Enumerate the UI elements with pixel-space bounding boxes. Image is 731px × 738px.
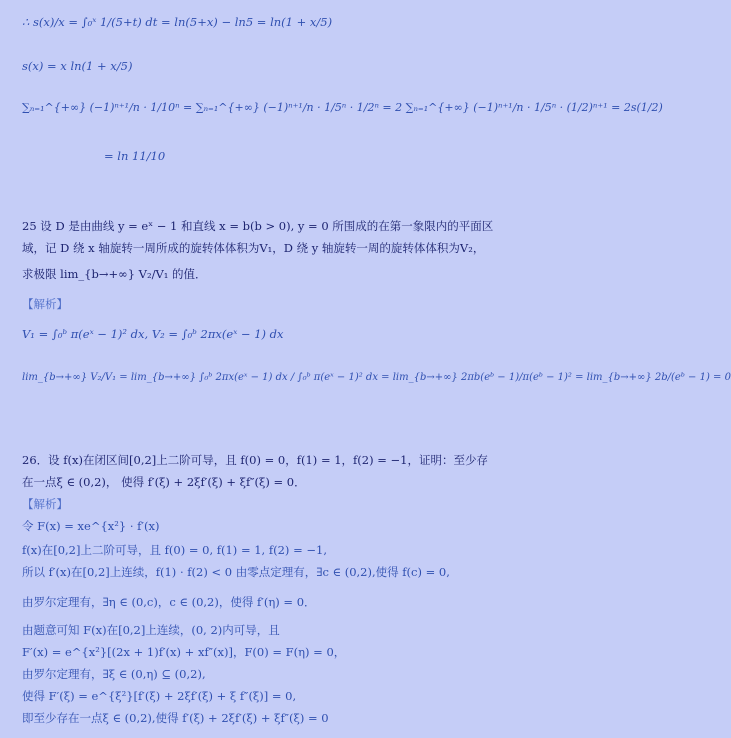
problem-25-number: 25: [22, 219, 37, 233]
problem-26-statement-2: 在一点ξ ∈ (0,2)， 使得 f′(ξ) + 2ξf′(ξ) + ξf″(ξ) = 0．: [22, 475, 306, 489]
problem-25-limit-derivation: lim_{b→+∞} V₂/V₁ = lim_{b→+∞} ∫₀ᵇ 2πx(eˣ − 1) dx / ∫₀ᵇ π(eˣ − 1)² dx = lim_{b→+∞} 2πb(eᵇ − 1)/π(eᵇ − 1)² = lim_{b→+∞} 2b/(eᵇ − 1) = 0: [22, 372, 731, 383]
problem-26-step-6: F′(x) = e^{x²}[(2x + 1)f′(x) + xf″(x)]，F(0) = F(η) = 0，: [22, 645, 346, 659]
series-equation-2: s(x) = x ln(1 + x/5): [22, 59, 133, 73]
problem-26-text-1: ．设 f(x)在闭区间[0,2]上二阶可导，且 f(0) = 0，f(1) = 1，f(2) = −1，证明：至少存: [36, 453, 488, 467]
problem-26-step-4: 由罗尔定理有，∃η ∈ (0,c)，c ∈ (0,2)，使得 f′(η) = 0．: [22, 595, 316, 609]
problem-25-text-1: 设 D 是由曲线 y = eˣ − 1 和直线 x = b(b > 0), y = 0 所围成的在第一象限内的平面区: [40, 219, 494, 233]
problem-26-step-5: 由题意可知 F(x)在[0,2]上连续，(0, 2)内可导，且: [22, 623, 280, 637]
series-equation-4: = ln 11/10: [104, 149, 166, 163]
series-equation-3: ∑ₙ₌₁^{+∞} (−1)ⁿ⁺¹/n · 1/10ⁿ = ∑ₙ₌₁^{+∞} (−1)ⁿ⁺¹/n · 1/5ⁿ · 1/2ⁿ = 2 ∑ₙ₌₁^{+∞} (−1)ⁿ⁺¹/n · 1/5ⁿ · (1/2)ⁿ⁺¹ = 2s(1/2): [22, 101, 663, 114]
problem-26-step-9: 即至少存在一点ξ ∈ (0,2),使得 f′(ξ) + 2ξf′(ξ) + ξf″(ξ) = 0: [22, 711, 329, 725]
problem-26-number: 26: [22, 453, 37, 467]
problem-25-analysis-tag: 【解析】: [22, 297, 68, 311]
problem-25-statement-3: 求极限 lim_{b→+∞} V₂/V₁ 的值．: [22, 267, 207, 281]
problem-26-step-1: 令 F(x) = xe^{x²} · f′(x): [22, 519, 160, 533]
problem-25-statement-2: 域，记 D 绕 x 轴旋转一周所成的旋转体体积为V₁，D 绕 y 轴旋转一周的旋转体体积为V₂，: [22, 241, 485, 255]
problem-26-step-7: 由罗尔定理有，∃ξ ∈ (0,η) ⊆ (0,2),: [22, 667, 206, 681]
problem-25-statement-1: [22, 218, 493, 234]
problem-26-step-2: f(x)在[0,2]上二阶可导，且 f(0) = 0, f(1) = 1, f(2) = −1,: [22, 543, 327, 557]
problem-26-step-8: 使得 F′(ξ) = e^{ξ²}[f′(ξ) + 2ξf′(ξ) + ξ f″(ξ)] = 0,: [22, 689, 297, 703]
problem-25-volume-formulas: V₁ = ∫₀ᵇ π(eˣ − 1)² dx, V₂ = ∫₀ᵇ 2πx(eˣ − 1) dx: [22, 327, 284, 341]
problem-26-analysis-tag: 【解析】: [22, 497, 68, 511]
problem-26-step-3: 所以 f′(x)在[0,2]上连续，f(1) · f(2) < 0 由零点定理有，∃c ∈ (0,2),使得 f(c) = 0,: [22, 565, 450, 579]
series-equation-1: ∴ s(x)/x = ∫₀ˣ 1/(5+t) dt = ln(5+x) − ln5 = ln(1 + x/5): [22, 15, 333, 29]
problem-26-statement-1: [22, 452, 488, 468]
